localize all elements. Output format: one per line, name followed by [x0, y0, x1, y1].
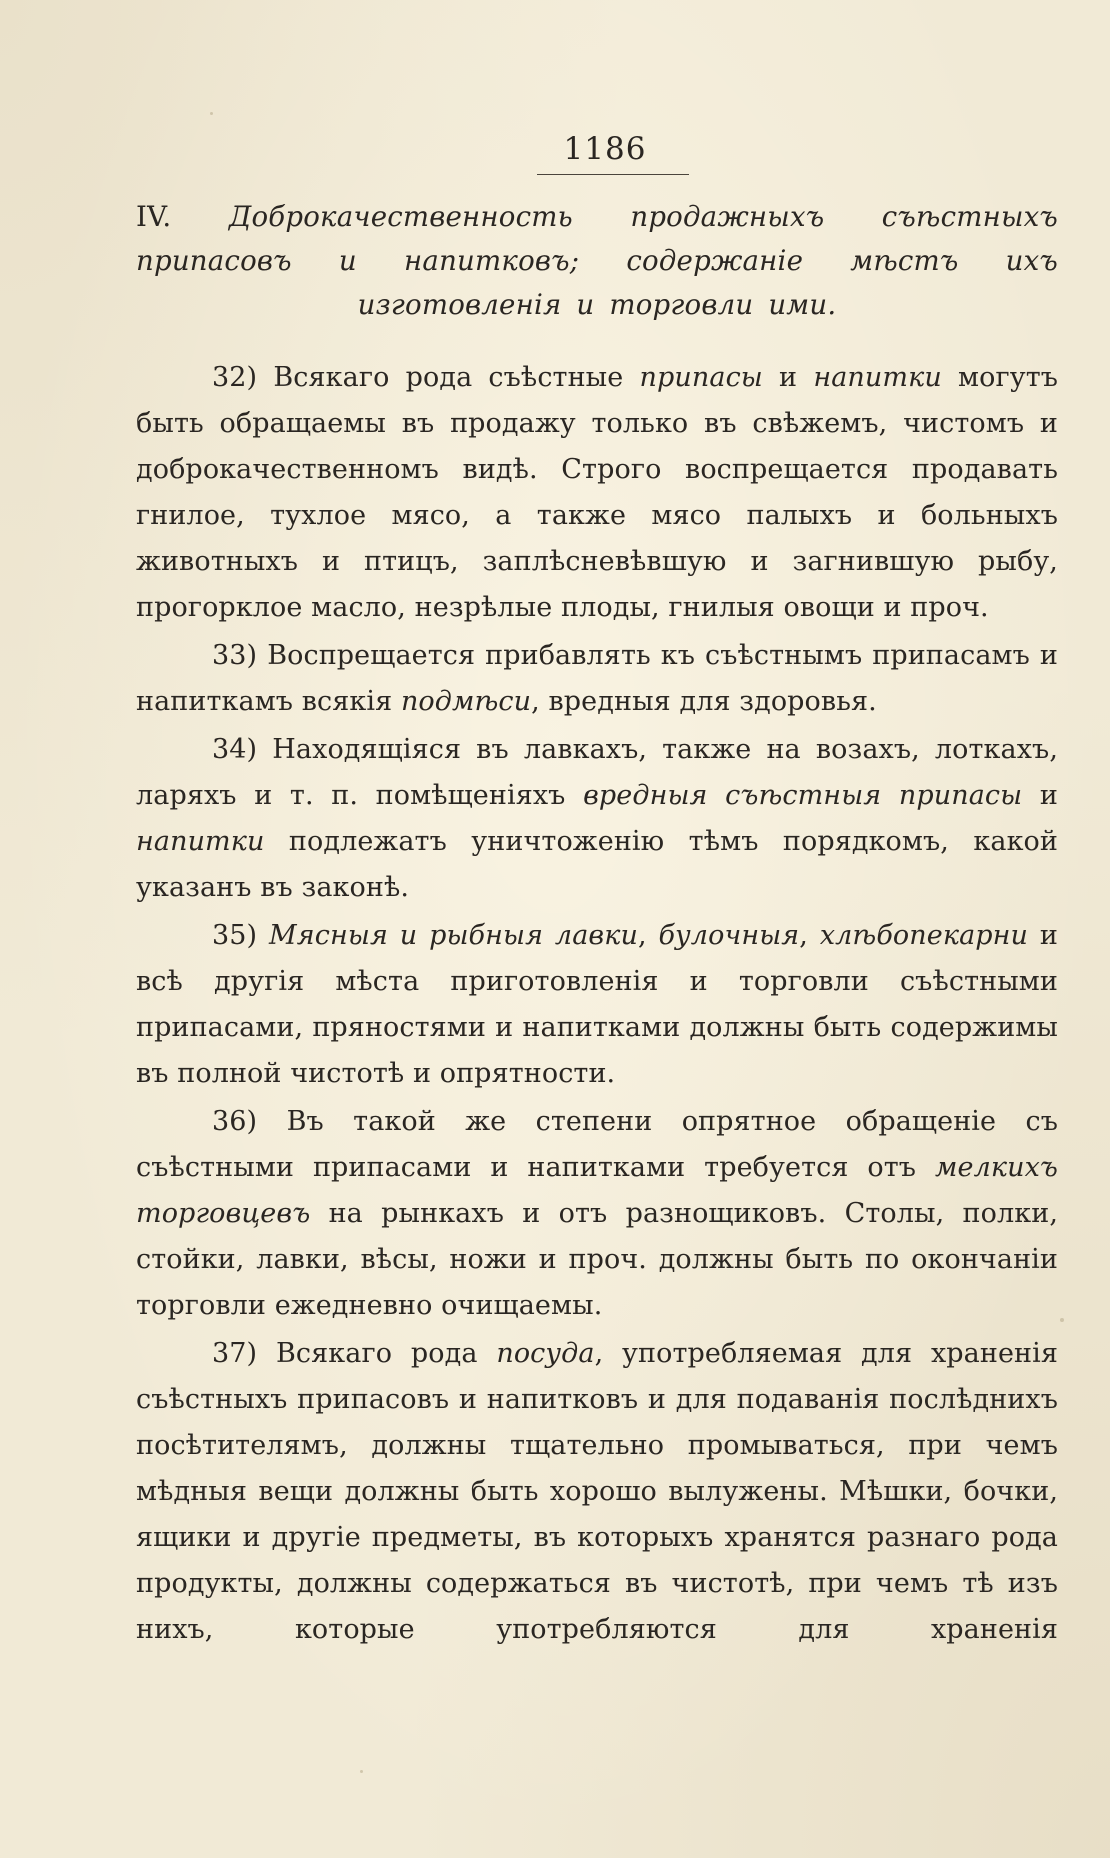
- paragraph-p35: [136, 913, 1058, 1097]
- paragraph-p32: [136, 355, 1058, 631]
- page-content: [136, 128, 1058, 1653]
- text-run: , вредныя для здоровья.: [531, 686, 877, 717]
- italic-term: подмѣси: [400, 686, 532, 717]
- page-number: 1186: [563, 131, 647, 167]
- text-run: и всѣ другія мѣста приготовленія и торговли съѣстными припасами, пряностями и напитками должны быть содержимы въ полной чистотѣ и опрятности.: [136, 920, 1058, 1089]
- section-heading-numeral: IV.: [136, 200, 172, 233]
- text-run: могутъ быть обращаемы въ продажу только въ свѣжемъ, чистомъ и доброкачественномъ видѣ. Строго воспрещается продавать гнилое, тухлое мясо, а также мясо палыхъ и больныхъ животныхъ и птицъ, заплѣсневѣвшую и загнившую рыбу, прогорклое масло, незрѣлые плоды, гнилыя овощи и проч.: [136, 362, 1059, 623]
- italic-term: напитки: [813, 362, 942, 393]
- text-run: и: [762, 362, 814, 393]
- text-run: 37) Всякаго рода: [212, 1338, 497, 1369]
- italic-term: вредныя съѣстныя припасы: [583, 780, 1023, 811]
- paragraph-p33: [136, 633, 1058, 725]
- text-run: подлежатъ уничтоженію тѣмъ порядкомъ, какой указанъ въ законѣ.: [136, 826, 1058, 903]
- italic-term: посуда: [496, 1338, 595, 1369]
- text-run: 36) Въ такой же степени опрятное обращеніе съ съѣстными припасами и напитками требуется отъ: [136, 1106, 1058, 1183]
- section-heading: [136, 195, 1058, 327]
- italic-term: мелкихъ торговцевъ: [136, 1152, 1058, 1229]
- text-run: 33) Воспрещается прибавлять къ съѣстнымъ припасамъ и напиткамъ всякія: [136, 640, 1058, 717]
- text-run: ,: [799, 920, 820, 951]
- italic-term: Мясныя и рыбныя лавки: [269, 920, 638, 951]
- paper-speck: [360, 1770, 363, 1773]
- text-run: 32) Всякаго рода съѣстные: [212, 362, 640, 393]
- paper-speck: [210, 112, 213, 115]
- paragraph-p36: [136, 1099, 1058, 1329]
- text-run: , употребляемая для храненія съѣстныхъ припасовъ и напитковъ и для подаванія послѣднихъ посѣтителямъ, должны тщательно промываться, при чемъ мѣдныя вещи должны быть хорошо вылужены. Мѣшки, бочки, ящики и другіе предметы, въ которыхъ хранятся разнаго рода продукты, должны содержаться въ чистотѣ, при чемъ тѣ изъ нихъ, которые употребляются для храненія: [136, 1338, 1059, 1645]
- text-run: ,: [637, 920, 659, 951]
- paragraph-p34: [136, 727, 1058, 911]
- paragraph-p37: [136, 1331, 1058, 1653]
- page-number-rule: [537, 174, 689, 175]
- italic-term: напитки: [136, 826, 265, 857]
- text-run: и: [1022, 780, 1058, 811]
- text-run: 35): [212, 920, 270, 951]
- paper-speck: [1060, 1318, 1064, 1322]
- paragraphs: [136, 355, 1058, 1653]
- section-heading-text: Доброкачественность продажныхъ съѣстныхъ припасовъ и напитковъ; содержаніе мѣстъ ихъ изготовленія и торговли ими.: [136, 200, 1058, 321]
- italic-term: булочныя: [658, 920, 800, 951]
- text-run: 34) Находящіяся въ лавкахъ, также на возахъ, лоткахъ, ларяхъ и т. п. помѣщеніяхъ: [136, 734, 1058, 811]
- italic-term: припасы: [639, 362, 763, 393]
- italic-term: хлѣбопекарни: [819, 920, 1029, 951]
- text-run: на рынкахъ и отъ разнощиковъ. Столы, полки, стойки, лавки, вѣсы, ножи и проч. должны быть по окончаніи торговли ежедневно очищаемы.: [136, 1198, 1058, 1321]
